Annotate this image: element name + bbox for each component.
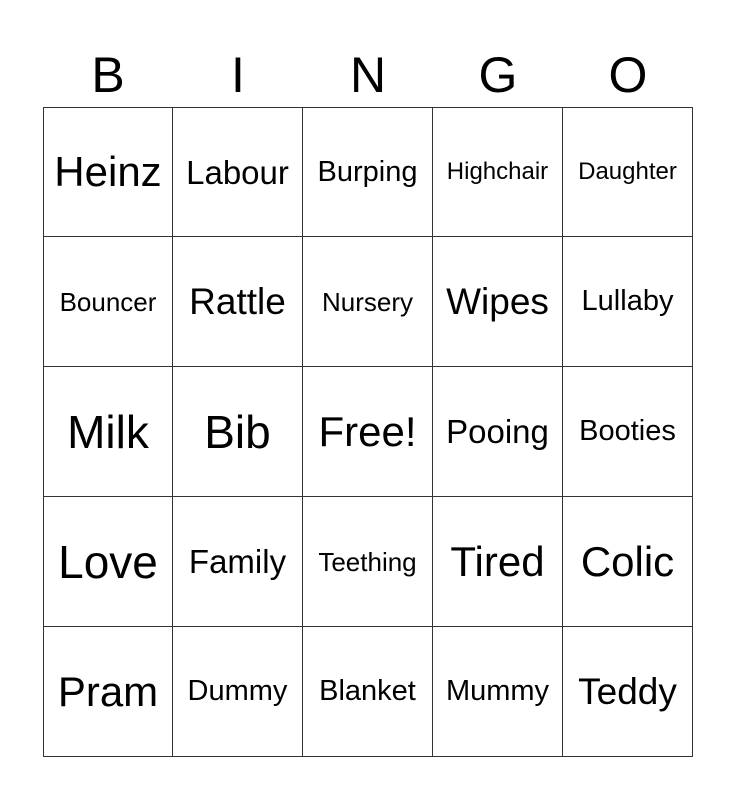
- bingo-cell[interactable]: Labour: [173, 107, 303, 237]
- bingo-cell[interactable]: Blanket: [303, 627, 433, 757]
- bingo-cell[interactable]: Tired: [433, 497, 563, 627]
- bingo-cell[interactable]: Heinz: [43, 107, 173, 237]
- bingo-cell[interactable]: Lullaby: [563, 237, 693, 367]
- bingo-cell[interactable]: Booties: [563, 367, 693, 497]
- bingo-cell[interactable]: Highchair: [433, 107, 563, 237]
- bingo-cell[interactable]: Daughter: [563, 107, 693, 237]
- header-letter-n: N: [349, 47, 387, 103]
- bingo-header: [43, 42, 693, 108]
- header-letter-i: I: [231, 47, 245, 103]
- header-letter-b: B: [91, 47, 125, 103]
- header-letter-g: G: [478, 47, 518, 103]
- bingo-cell[interactable]: Bib: [173, 367, 303, 497]
- bingo-cell[interactable]: Nursery: [303, 237, 433, 367]
- bingo-cell[interactable]: Rattle: [173, 237, 303, 367]
- bingo-cell[interactable]: Pooing: [433, 367, 563, 497]
- bingo-cell[interactable]: Pram: [43, 627, 173, 757]
- header-letter-o: O: [608, 47, 648, 103]
- free-space-cell[interactable]: Free!: [303, 367, 433, 497]
- bingo-cell[interactable]: Family: [173, 497, 303, 627]
- bingo-cell[interactable]: Teddy: [563, 627, 693, 757]
- bingo-cell[interactable]: Wipes: [433, 237, 563, 367]
- bingo-cell[interactable]: Burping: [303, 107, 433, 237]
- bingo-cell[interactable]: Love: [43, 497, 173, 627]
- bingo-cell[interactable]: Dummy: [173, 627, 303, 757]
- bingo-cell[interactable]: Bouncer: [43, 237, 173, 367]
- bingo-cell[interactable]: Teething: [303, 497, 433, 627]
- bingo-cell[interactable]: Colic: [563, 497, 693, 627]
- bingo-board: [43, 107, 693, 757]
- bingo-cell[interactable]: Mummy: [433, 627, 563, 757]
- bingo-cell[interactable]: Milk: [43, 367, 173, 497]
